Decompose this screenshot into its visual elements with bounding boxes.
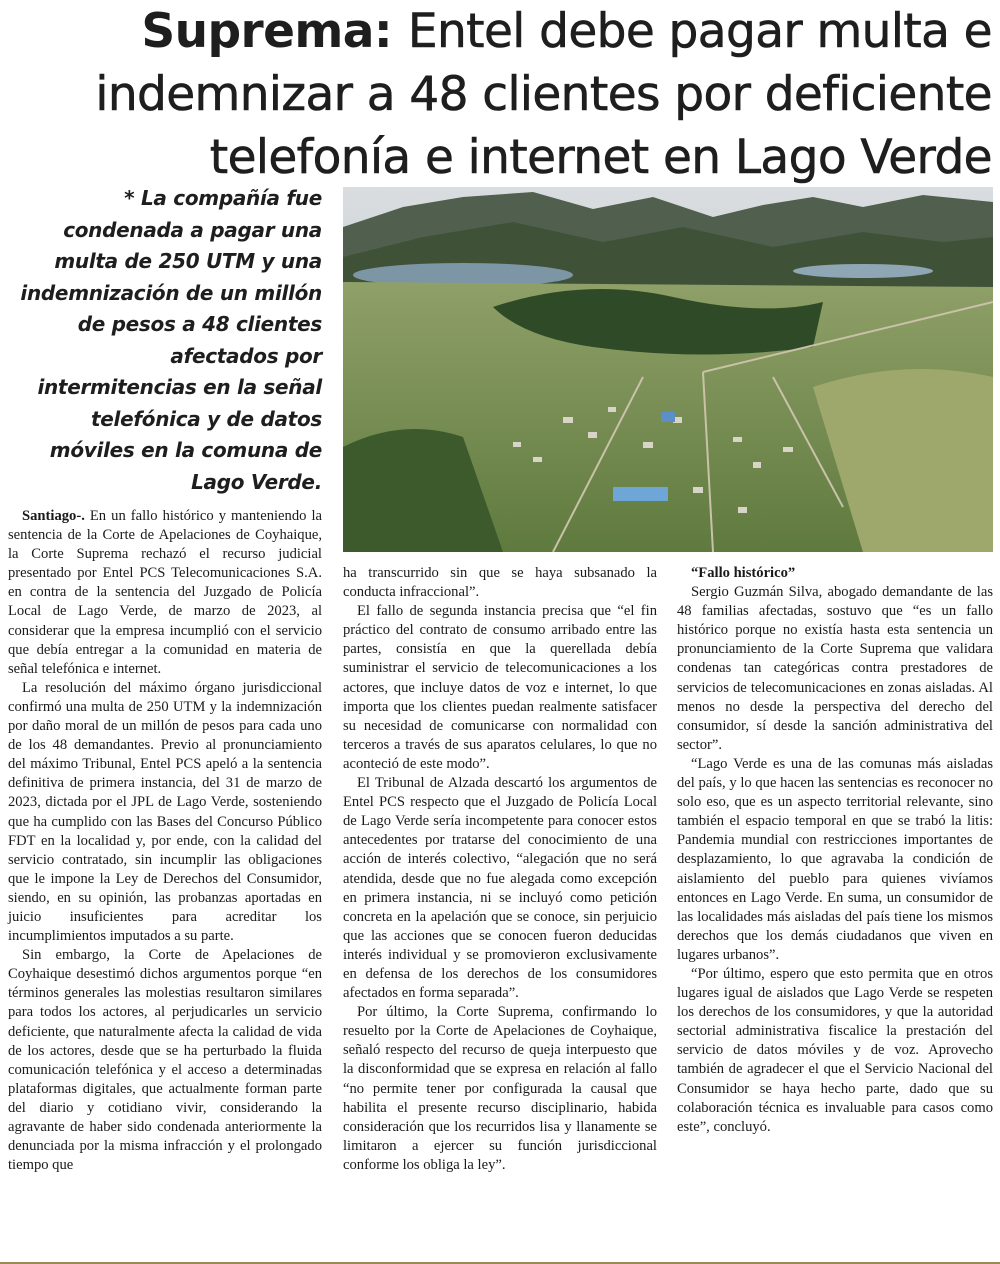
paragraph: El Tribunal de Alzada descartó los argumentos de Entel PCS respecto que el Juzgado de Policía Local de Lago Verde sería incompetente para conocer estos antecedentes por tratarse del conocimiento de una acción de interés colectivo, “alegación que no será atendida, desde que no fue alegada como excepción en primera instancia, ni se incluyó como petición concreta en la apelación que se conoce, sin perjuicio que las acciones que se conocen fueron deducidas interés individual y se promovieron exclusivamente en defensa de los derechos de los consumidores afectados en forma separada”.	[343, 775, 657, 1002]
paragraph: “Lago Verde es una de las comunas más aisladas del país, y lo que hacen las sentencias es reconocer no solo eso, que es un aspecto territorial relevante, sino también el espacio temporal en que se trabó la litis: Pandemia mundial con restricciones importantes de desplazamiento, lo que agravaba la condición de aislamiento del pueblo para quienes vivíamos entonces en Lago Verde. En suma, un consumidor de las localidades más aisladas del país tiene los mismos derechos que los demás ciudadanos que viven en lugares urbanos”.	[677, 755, 993, 963]
article-column-1	[8, 507, 322, 1175]
paragraph-text: En un fallo histórico y manteniendo la sentencia de la Corte de Apelaciones de Coyhaique, la Corte Suprema rechazó el recurso judicial presentado por Entel PCS Telecomunicaciones S.A. en contra de la sentencia del Juzgado de Policía Local de Lago Verde, de marzo de 2023, al considerar que la empresa incumplió con el servicio que debía entregar a la comunidad en materia de señal telefónica e internet.	[8, 508, 322, 677]
paragraph: La resolución del máximo órgano jurisdiccional confirmó una multa de 250 UTM y la indemnización por daño moral de un millón de pesos para cada uno de los 48 demandantes. Previo al pronunciamiento del máximo Tribunal, Entel PCS apeló a la sentencia definitiva de primera instancia, del 31 de marzo de 2023, dictada por el JPL de Lago Verde, sosteniendo que ha cumplido con las Bases del Concurso Público FDT en la localidad y, por ende, con la calidad del servicio contratado, sin incumplir las obligaciones que le impone la Ley de Derechos del Consumidor, siendo, en su opinión, las probanzas aportadas en juicio insuficientes para acreditar los incumplimientos imputados a su parte.	[8, 679, 322, 945]
paragraph: “Por último, espero que esto permita que en otros lugares igual de aislados que Lago Verde se respeten los derechos de los consumidores, y que la autoridad sectorial administrativa fiscalice la prestación del servicio de datos móviles y de voz. Aprovecho también de agradecer el que el Servicio Nacional del Consumidor se haya hecho parte, dado que su colaboración técnica es invaluable para casos como este”, concluyó.	[677, 965, 993, 1135]
deck-summary: * La compañía fue condenada a pagar una multa de 250 UTM y una indemnización de un millón de pesos a 48 clientes afectados por intermitencias en la señal telefónica y de datos móviles en la comuna de Lago Verde.	[20, 186, 322, 494]
article-column-3	[677, 564, 993, 1137]
headline-kicker: Suprema:	[141, 4, 393, 59]
paragraph: Sergio Guzmán Silva, abogado demandante de las 48 familias afectadas, sostuvo que “es un fallo histórico porque no existía hasta esta sentencia un pronunciamiento de la Corte Suprema que validara condenas tan categóricas contra prestadores de servicios de telecomunicaciones en zonas aisladas. Al menos no desde la perspectiva del derecho del consumidor, sí desde la sanción administrativa del sector”.	[677, 584, 993, 753]
paragraph: El fallo de segunda instancia precisa que “el fin práctico del contrato de consumo arribado entre las partes, consistía en que la querellada debía suministrar el servicio de telecomunicaciones a los actores, que incluye datos de voz e internet, lo que importa que los clientes puedan realmente satisfacer su necesidad de comunicarse con normalidad con terceros a través de sus aparatos celulares, lo que no aconteció de este modo”.	[343, 603, 657, 772]
paragraph: Sin embargo, la Corte de Apelaciones de Coyhaique desestimó dichos argumentos porque “en términos generales las molestias resultaron similares para todos los actores, al perjudicarles un servicio deficiente, que naturalmente afecta la calidad de vida de los actores, desde que se ha perturbado la fluida comunicación telefónica y el acceso a determinadas plataformas digitales, que actualmente forman parte del diario y cotidiano vivir, considerando la agravante de haber sido condenada anteriormente la denunciada por la misma infracción y el prolongado tiempo que	[8, 947, 322, 1174]
paragraph: Por último, la Corte Suprema, confirmando lo resuelto por la Corte de Apelaciones de Coyhaique, señaló respecto del recurso de queja interpuesto que la disconformidad que se expresa en relación al fallo “no permite tener por configurada la causal que habilita el presente recurso disciplinario, habida consideración que los recurridos lisa y llanamente se limitaron a ejercer su función jurisdiccional conforme los obliga la ley”.	[343, 1004, 657, 1173]
section-subhead: “Fallo histórico”	[691, 565, 796, 581]
aerial-photo-lago-verde	[343, 187, 993, 552]
headline-text: Entel debe pagar multa e indemnizar a 48 clientes por deficiente telefonía e internet en Lago Verde	[95, 4, 992, 185]
dateline: Santiago-.	[22, 508, 85, 524]
paragraph: ha transcurrido sin que se haya subsanado la conducta infraccional”.	[343, 565, 657, 601]
headline	[20, 0, 992, 189]
paragraph	[8, 507, 322, 679]
article-column-2	[343, 564, 657, 1175]
